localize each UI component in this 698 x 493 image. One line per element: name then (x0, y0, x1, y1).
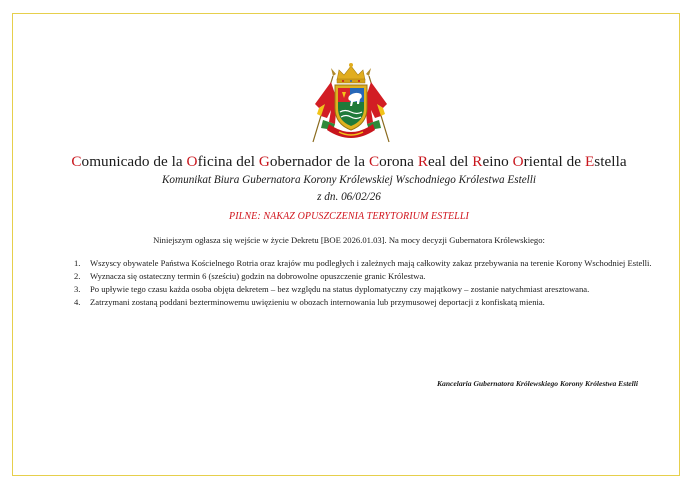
rule-number: 3. (74, 284, 81, 294)
decree-intro: Niniejszym ogłasza się wejście w życie Dekretu [BOE 2026.01.03]. Na mocy decyzji Gubernatora Królewskiego: (153, 235, 545, 245)
decree-rule (74, 258, 654, 270)
title-initial-letter: C (368, 153, 380, 170)
title-word-rest: stella (594, 153, 627, 170)
title-initial-letter: O (186, 153, 198, 170)
coat-of-arms-emblem (309, 58, 393, 146)
title-word-rest: riental de (523, 153, 585, 170)
title-word-rest: eal del (428, 153, 473, 170)
rule-text: Po upływie tego czasu każda osoba objęta dekretem – bez względu na status dyplomatyczny czy majątkowy – zostanie natychmiast aresztowana. (90, 284, 590, 294)
issuing-chancellery-signature: Kancelaria Gubernatora Królewskiego Korony Królestwa Estelli (436, 379, 638, 388)
title-word-rest: omunicado de la (81, 153, 187, 170)
title-word-rest: ficina del (197, 153, 259, 170)
title-initial-letter: R (472, 153, 483, 170)
title-initial-letter: C (71, 153, 82, 170)
title-initial-letter: O (512, 153, 524, 170)
rule-number: 1. (74, 258, 81, 268)
rule-number: 4. (74, 297, 81, 307)
document-date: z dn. 06/02/26 (317, 191, 381, 203)
decree-rule (74, 271, 654, 283)
document-title (0, 153, 698, 171)
title-initial-letter: E (584, 153, 595, 170)
urgent-headline: PILNE: NAKAZ OPUSZCZENIA TERYTORIUM ESTELLI (229, 211, 469, 222)
title-initial-letter: R (417, 153, 428, 170)
title-word-rest: orona (379, 153, 418, 170)
rule-text: Wszyscy obywatele Państwa Kościelnego Rotria oraz krajów mu podległych i zależnych mają całkowity zakaz przebywania na terenie Korony Wschodniej Estelli. (90, 258, 652, 268)
rule-text: Wyznacza się ostateczny termin 6 (sześciu) godzin na dobrowolne opuszczenie granic Królestwa. (90, 271, 426, 281)
title-word-rest: eino (482, 153, 513, 170)
decree-rule (74, 297, 654, 309)
decree-rules-list (74, 258, 654, 310)
rule-number: 2. (74, 271, 81, 281)
rule-text: Zatrzymani zostaną poddani bezterminowemu uwięzieniu w obozach internowania lub przymusowej deportacji z konfiskatą mienia. (90, 297, 545, 307)
document-subtitle: Komunikat Biura Gubernatora Korony Królewskiej Wschodniego Królestwa Estelli (161, 174, 537, 186)
title-initial-letter: G (258, 153, 270, 170)
decree-rule (74, 284, 654, 296)
title-word-rest: obernador de la (269, 153, 369, 170)
